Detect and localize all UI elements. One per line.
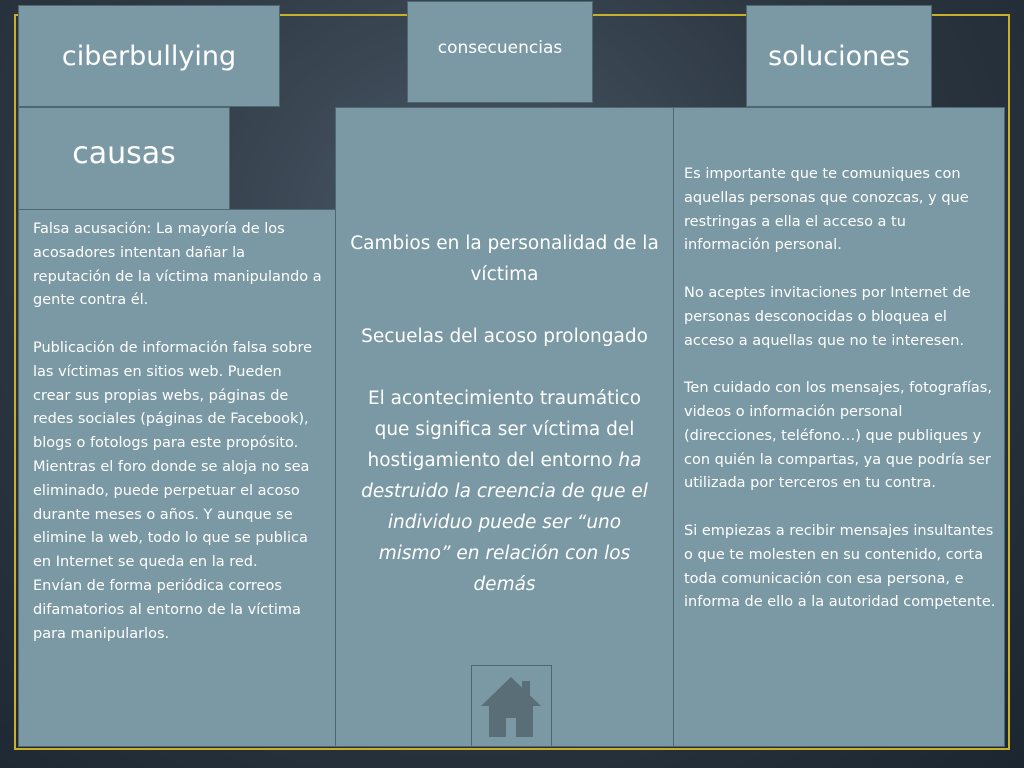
consecuencias-paragraph: Secuelas del acoso prolongado bbox=[361, 326, 648, 347]
tab-causas[interactable] bbox=[18, 107, 230, 210]
tab-ciberbullying-label: ciberbullying bbox=[61, 40, 237, 72]
tab-soluciones[interactable] bbox=[746, 5, 932, 107]
tab-consecuencias[interactable] bbox=[407, 1, 593, 103]
soluciones-paragraph: Es importante que te comuniques con aquellas personas que conozcas, y que restringas a ella el acceso a tu información personal. bbox=[684, 166, 969, 254]
consecuencias-paragraph bbox=[350, 383, 659, 600]
soluciones-paragraph: Si empiezas a recibir mensajes insultantes o que te molesten en su contenido, corta toda comunicación con esa persona, e informa de ello a la autoridad competente. bbox=[684, 522, 996, 611]
consecuencias-paragraph: Cambios en la personalidad de la víctima bbox=[350, 233, 659, 285]
tab-consecuencias-label: consecuencias bbox=[437, 38, 563, 58]
consecuencias-italic-text: ha destruido la creencia de que el individuo puede ser “uno mismo” en relación con los demás bbox=[361, 450, 648, 595]
causas-panel bbox=[18, 209, 336, 747]
tab-ciberbullying[interactable] bbox=[18, 5, 280, 107]
soluciones-paragraph: Ten cuidado con los mensajes, fotografías, videos o información personal (direcciones, teléfono…) que publiques y con quién la compartas, ya que podría ser utilizada por terceros en tu contra. bbox=[684, 380, 992, 492]
tab-soluciones-label: soluciones bbox=[768, 40, 910, 72]
causas-paragraph: Publicación de información falsa sobre las víctimas en sitios web. Pueden crear sus propias webs, páginas de redes sociales (páginas de Facebook), blogs o fotologs para este propósito. Mientras el foro donde se aloja no sea eliminado, puede perpetuar el acoso durante meses o años. Y aunque se elimine la web, todo lo que se publica en Internet se queda en la red. bbox=[33, 339, 313, 571]
home-icon bbox=[472, 666, 550, 745]
causas-paragraph: Falsa acusación: La mayoría de los acosadores intentan dañar la reputación de la víctima manipulando a gente contra él. bbox=[33, 221, 322, 309]
home-button[interactable] bbox=[471, 665, 552, 747]
soluciones-panel bbox=[673, 107, 1005, 747]
consecuencias-text: El acontecimiento traumático que significa ser víctima del hostigamiento del entorno bbox=[367, 388, 642, 471]
tab-causas-label: causas bbox=[72, 136, 176, 171]
consecuencias-panel bbox=[335, 107, 674, 747]
causas-paragraph: Envían de forma periódica correos difamatorios al entorno de la víctima para manipularlos. bbox=[33, 577, 301, 642]
soluciones-paragraph: No aceptes invitaciones por Internet de personas desconocidas o bloquea el acceso a aquellas que no te interesen. bbox=[684, 284, 971, 349]
